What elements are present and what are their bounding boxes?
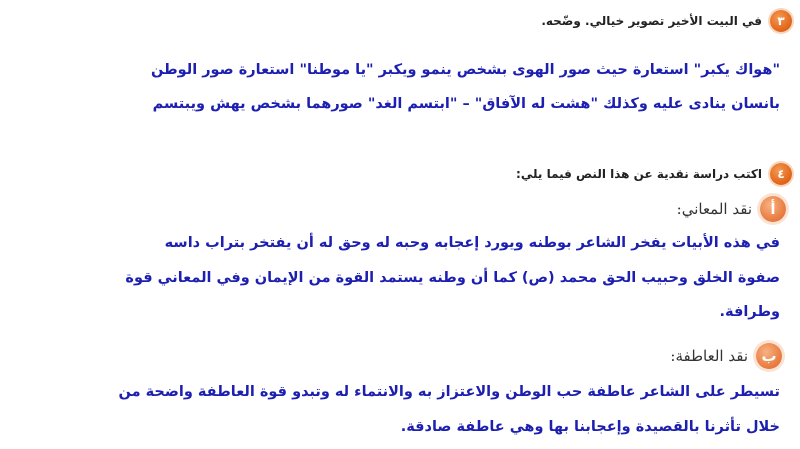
question-4-text: اكتب دراسة نقدية عن هذا النص فيما يلي:	[516, 167, 762, 181]
question-number-badge: ٣	[770, 10, 792, 32]
part-a-title: نقد المعاني:	[676, 200, 752, 218]
question-3-answer-line-1: "هواك يكبر" استعارة حيث صور الهوى بشخص ينمو ويكبر "يا موطنا" استعارة صور الوطن	[150, 62, 780, 78]
part-a-line-1: في هذه الأبيات يفخر الشاعر بوطنه ويورد إعجابه وحبه له وحق له أن يفتخر بتراب داسه	[164, 235, 780, 251]
question-3-answer-line-2: بانسان ينادى عليه وكذلك "هشت له الآفاق" – "ابتسم الغد" صورهما بشخص يهش ويبتسم	[152, 96, 780, 112]
part-a-line-3: وطرافة.	[719, 304, 780, 320]
part-b-line-2: خلال تأثرنا بالقصيدة وإعجابنا بها وهي عاطفة صادقة.	[400, 419, 780, 435]
part-letter-badge: ب	[756, 343, 782, 369]
question-4-row	[516, 163, 792, 185]
part-b-line-1: تسيطر على الشاعر عاطفة حب الوطن والاعتزاز به والانتماء له وتبدو قوة العاطفة واضحة من	[118, 384, 780, 400]
question-number-badge: ٤	[770, 163, 792, 185]
part-b-row	[670, 343, 782, 369]
part-letter-badge: أ	[760, 196, 786, 222]
part-a-row	[677, 196, 786, 222]
part-a-line-2: صفوة الخلق وحبيب الحق محمد (ص) كما أن وطنه يستمد القوة من الإيمان وفي المعاني قوة	[125, 270, 780, 286]
question-3-text: في البيت الأخير تصوير خيالي. وضّحه.	[541, 14, 762, 28]
question-3-row	[541, 10, 792, 32]
part-b-title: نقد العاطفة:	[670, 347, 748, 365]
